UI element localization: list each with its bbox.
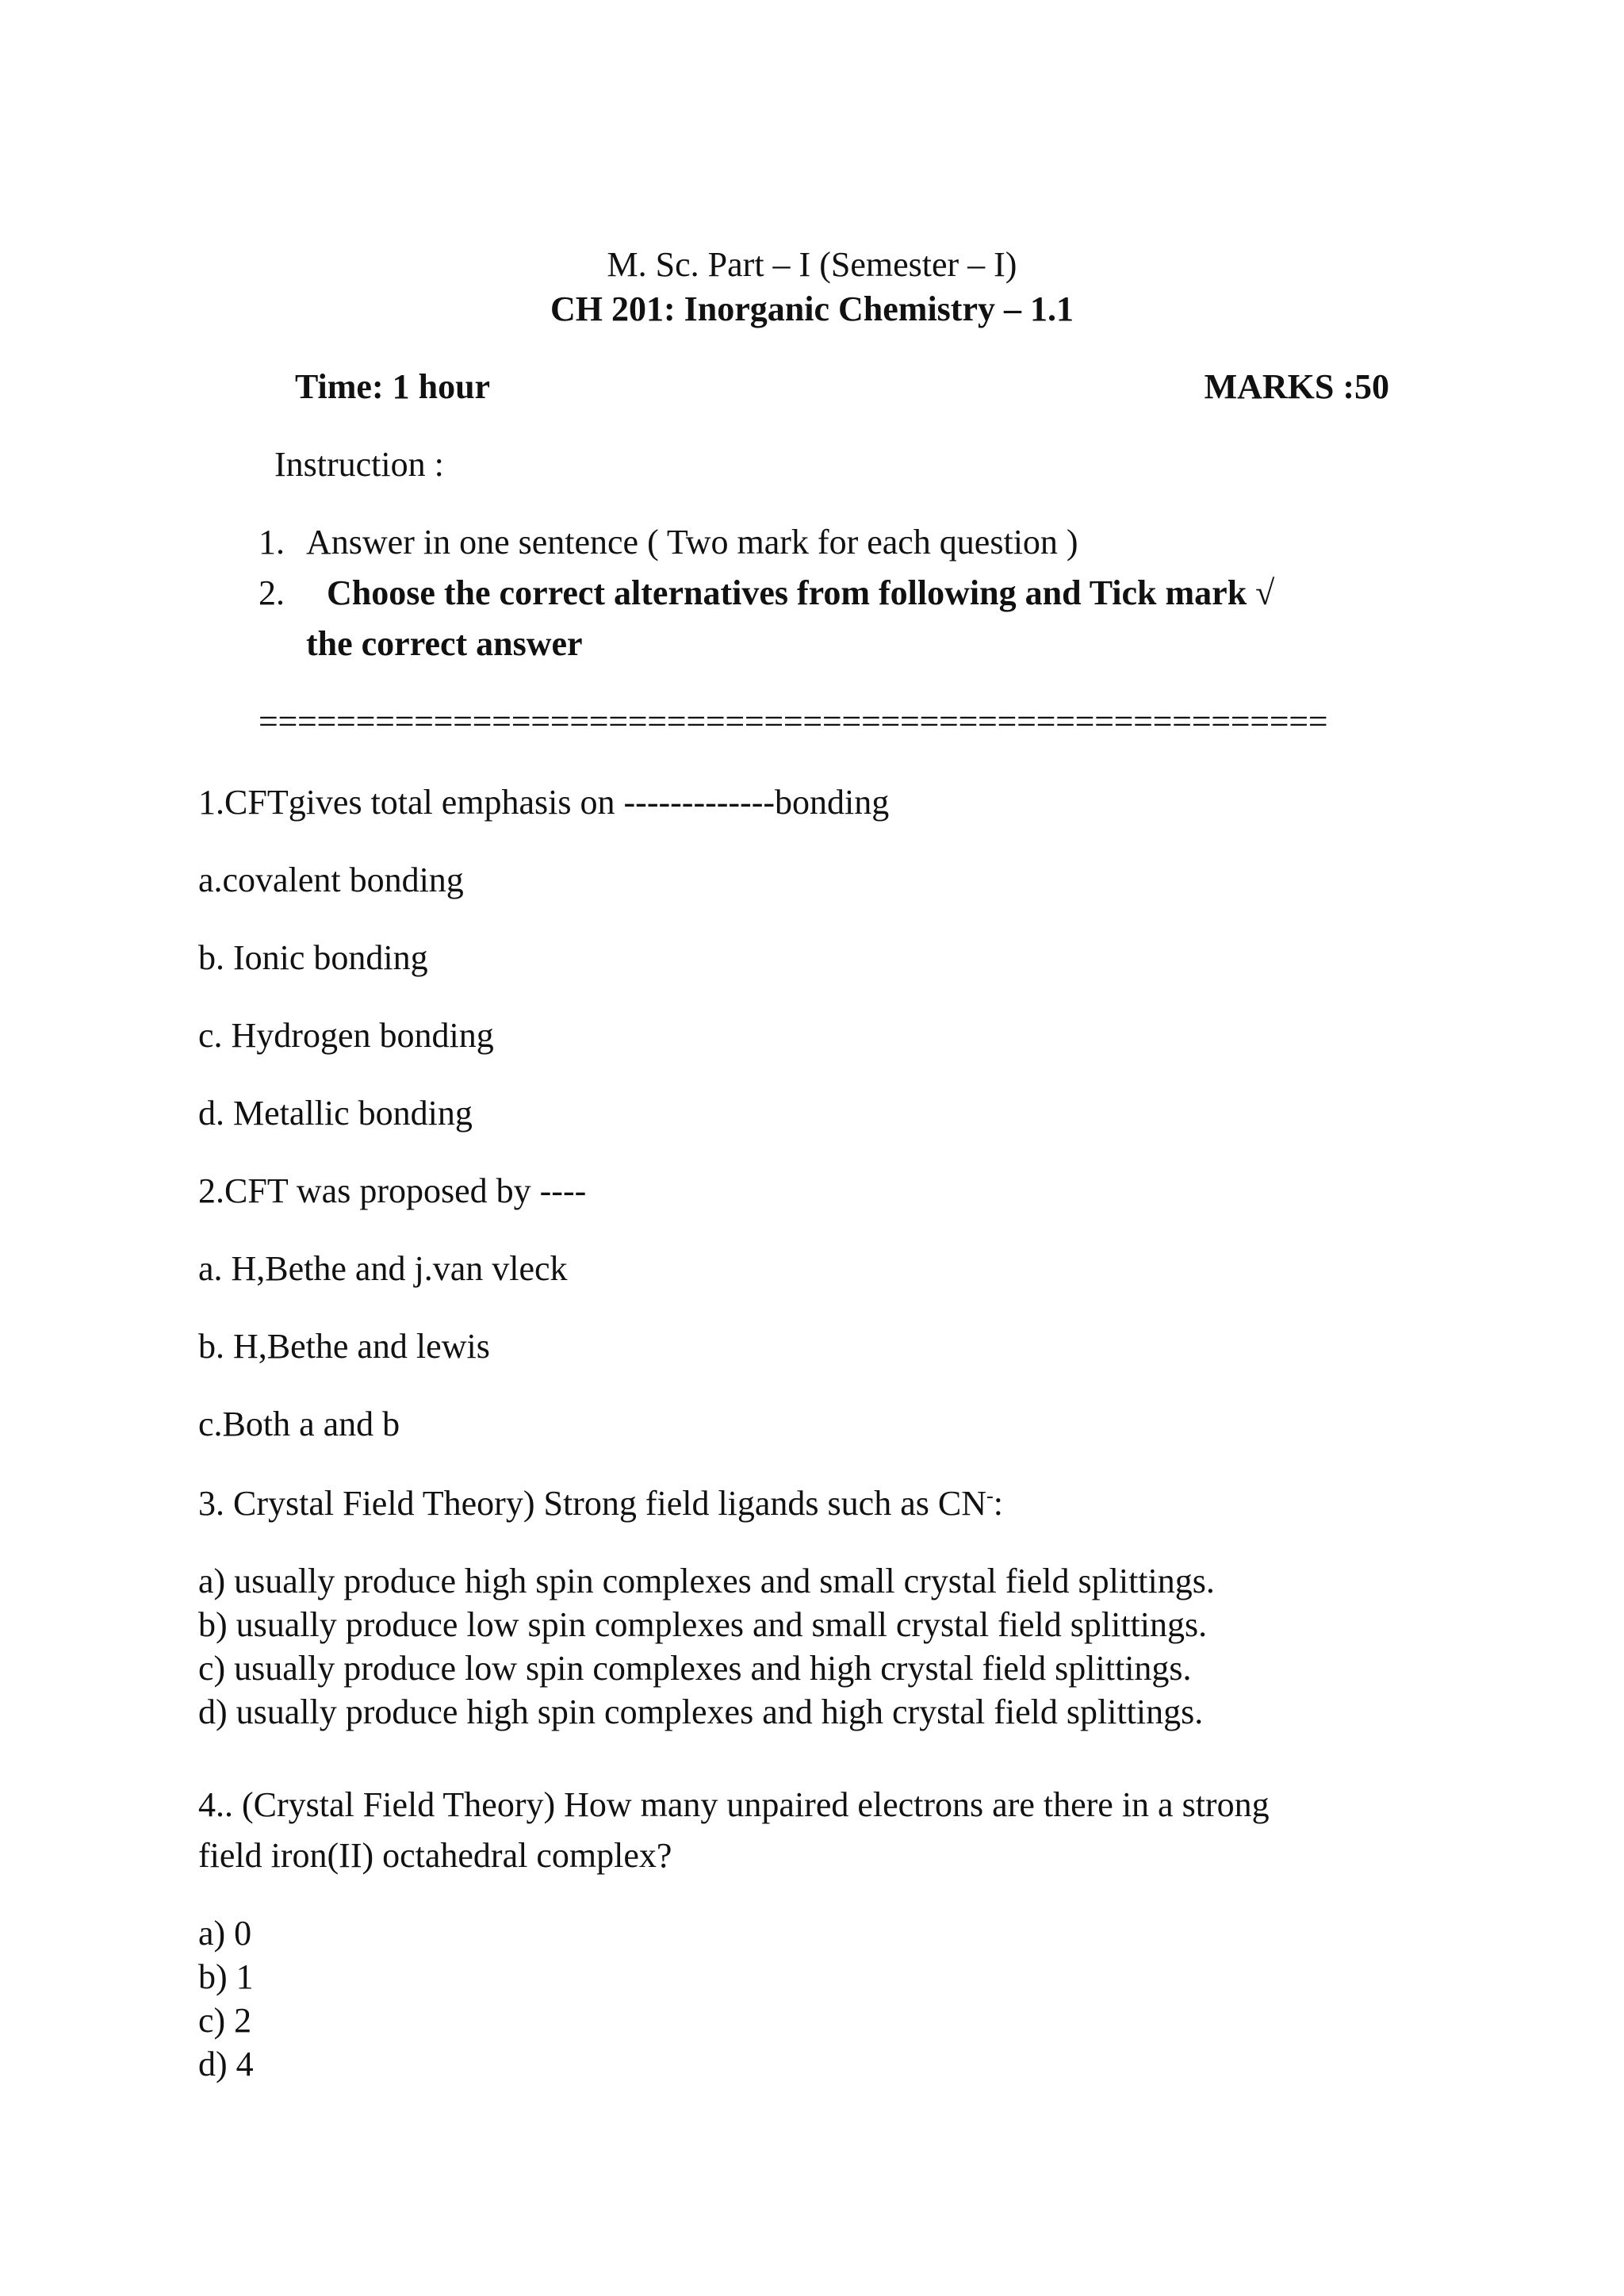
question-2-option-a: a. H,Bethe and j.van vleck: [198, 1249, 568, 1288]
exam-time: Time: 1 hour: [295, 367, 491, 406]
question-3-colon: :: [993, 1484, 1004, 1523]
instruction-text-2-continuation: the correct answer: [306, 624, 583, 663]
question-2-option-b: b. H,Bethe and lewis: [198, 1327, 490, 1366]
instruction-text-1: Answer in one sentence ( Two mark for each question ): [306, 523, 1078, 562]
question-4-option-a: a) 0: [198, 1914, 252, 1953]
question-2-option-c: c.Both a and b: [198, 1405, 400, 1443]
question-1-option-d: d. Metallic bonding: [198, 1094, 473, 1133]
question-4-option-b: b) 1: [198, 1957, 254, 1996]
question-1-option-c: c. Hydrogen bonding: [198, 1016, 494, 1055]
separator-line: =======================================================: [259, 704, 1328, 739]
program-title: M. Sc. Part – I (Semester – I): [607, 245, 1017, 284]
question-3-option-a: a) usually produce high spin complexes and small crystal field splittings.: [198, 1562, 1215, 1600]
question-1-option-b: b. Ionic bonding: [198, 938, 428, 977]
instruction-text-2: Choose the correct alternatives from following and Tick mark √: [327, 573, 1275, 612]
instruction-number-2: 2.: [259, 573, 285, 612]
instruction-heading: Instruction :: [274, 445, 444, 484]
question-2: 2.CFT was proposed by ----: [198, 1171, 587, 1210]
exam-marks: MARKS :50: [1204, 367, 1389, 406]
instruction-number-1: 1.: [259, 523, 285, 562]
question-3-superscript: -: [986, 1483, 994, 1508]
question-3-option-d: d) usually produce high spin complexes and high crystal field splittings.: [198, 1692, 1204, 1731]
question-1-option-a: a.covalent bonding: [198, 861, 464, 899]
question-1: 1.CFTgives total emphasis on -------------bonding: [198, 783, 890, 822]
question-3: [198, 1483, 1004, 1523]
question-4-option-c: c) 2: [198, 2001, 252, 2040]
question-3-option-b: b) usually produce low spin complexes and small crystal field splittings.: [198, 1605, 1208, 1644]
question-4-option-d: d) 4: [198, 2045, 254, 2083]
question-4-line-1: 4.. (Crystal Field Theory) How many unpaired electrons are there in a strong: [198, 1785, 1270, 1824]
question-3-option-c: c) usually produce low spin complexes and high crystal field splittings.: [198, 1649, 1192, 1688]
question-4-line-2: field iron(II) octahedral complex?: [198, 1836, 672, 1875]
question-3-text: 3. Crystal Field Theory) Strong field ligands such as CN: [198, 1484, 986, 1523]
course-title: CH 201: Inorganic Chemistry – 1.1: [550, 289, 1074, 328]
